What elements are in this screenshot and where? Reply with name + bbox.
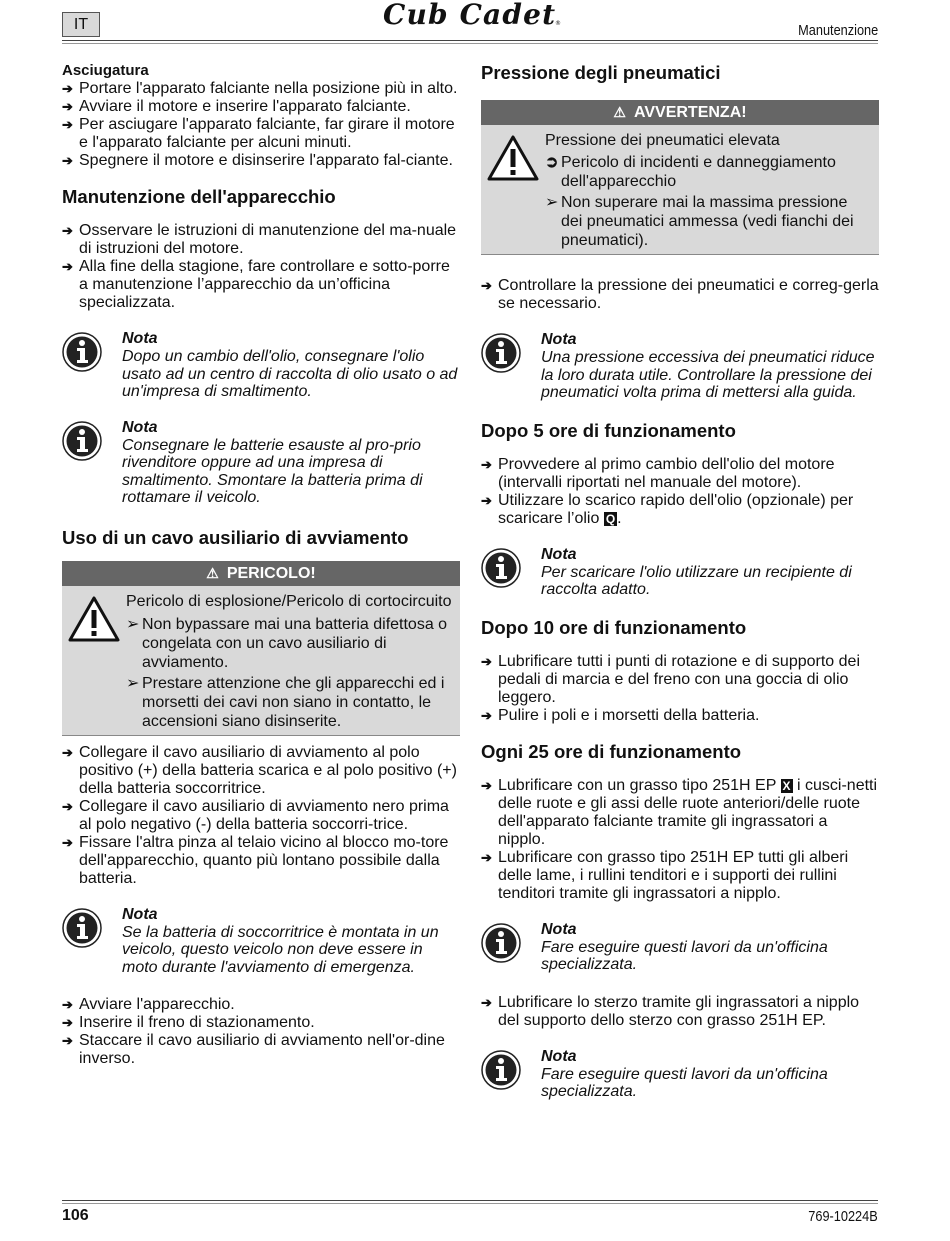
note-box [481, 331, 879, 402]
note-box [62, 906, 460, 977]
warning-triangle-icon: ⚠ [206, 564, 219, 581]
list-item: ➔ Per asciugare l'apparato falciante, far girare il motore e l'apparato falciante per alcuni minuti. [62, 116, 455, 151]
arrow-icon: ➔ [62, 997, 73, 1012]
section-header: Manutenzione [797, 22, 878, 39]
info-icon [62, 332, 102, 372]
manutenzione-title: Manutenzione dell'apparecchio [62, 186, 336, 207]
list-item: ➔ Lubrificare con grasso tipo 251H EP tutti gli alberi delle lame, i rullini tenditori e i supporti dei rullini tenditori tramite gli ingrassatori a nipplo. [481, 848, 849, 902]
arrow-icon: ➔ [62, 798, 73, 814]
list-item: ➔ Lubrificare tutti i punti di rotazione e di supporto dei pedali di marcia e del freno con una goccia di olio leggero. [481, 652, 860, 706]
language-badge: IT [62, 12, 100, 37]
key-q-badge: Q [605, 511, 616, 526]
warning-lead: Pressione dei pneumatici elevata [545, 132, 780, 149]
list-item: ➔ Alla fine della stagione, fare controllare e sotto-porre a manutenzione l’apparecchio da un’officina specializzata. [62, 258, 450, 311]
list-item: ➔ Fissare l'altra pinza al telaio vicino al blocco mo-tore dell'apparecchio, quanto più lontano possibile dalla batteria. [62, 833, 449, 887]
cub-cadet-logo [383, 0, 563, 30]
arrow-icon: ➔ [62, 259, 73, 274]
note-title: Nota [541, 1047, 577, 1065]
footer-rule [62, 1200, 878, 1201]
arrow-icon: ➔ [62, 81, 73, 96]
warning-item: ➢ Non superare mai la massima pressione dei pneumatici ammessa (vedi fianchi dei pneumatici). [545, 194, 854, 249]
warning-bar [481, 100, 879, 125]
list-item: ➔ Controllare la pressione dei pneumatici e correg-gerla se necessario. [481, 277, 879, 312]
warning-box [481, 100, 879, 255]
list-item: ➔ Lubrificare con un grasso tipo 251H EP X i cusci-netti delle ruote e gli assi delle ruote anteriori/delle ruote dell'apparato falciante tramite gli ingrassatori a nipplo. [481, 776, 878, 848]
arrow-icon: ➔ [481, 492, 492, 508]
note-body: Dopo un cambio dell'olio, consegnare l'olio usato ad un centro di raccolta di olio usato o ad un'impresa di smaltimento. [122, 348, 458, 400]
footer-rule-thin [62, 1203, 878, 1204]
key-x-badge: X [782, 778, 791, 793]
arrow-icon: ➔ [62, 1015, 73, 1030]
arrow-icon: ➔ [481, 994, 492, 1010]
danger-box [62, 561, 460, 736]
arrow-icon: ➔ [62, 99, 73, 114]
note-body: Per scaricare l'olio utilizzare un recipiente di raccolta adatto. [541, 563, 852, 598]
info-icon [62, 421, 102, 461]
note-box [62, 330, 460, 401]
note-box [481, 546, 879, 599]
note-body: Se la batteria di soccorritrice è montata in un veicolo, questo veicolo non deve essere in moto durante l'avviamento di emergenza. [122, 923, 439, 976]
arrow-icon: ➔ [481, 849, 492, 865]
warning-triangle-icon: ⚠ [613, 104, 626, 120]
note-body: Consegnare le batterie esauste al pro-prio rivenditore oppure ad una impresa di smaltimento. Smontare la batteria prima di rottamare il veicolo. [122, 436, 423, 506]
list-item: ➔ Avviare il motore e inserire l'apparato falciante. [62, 98, 411, 115]
list-item: ➔ Inserire il freno di stazionamento. [62, 1014, 315, 1031]
svg-text:®: ® [555, 20, 561, 27]
warning-large-icon [68, 596, 120, 642]
info-icon [481, 548, 521, 588]
brand-text: Cub Cadet [383, 0, 555, 30]
info-icon [481, 333, 521, 373]
note-body: Fare eseguire questi lavori da un'officina specializzata. [541, 1065, 828, 1100]
danger-item: ➢ Non bypassare mai una batteria difettosa o congelata con un cavo ausiliario di avviamento. [126, 615, 448, 671]
info-icon [62, 908, 102, 948]
consequence-arrow-icon: ➲ [545, 154, 559, 171]
arrow-icon: ➔ [62, 153, 73, 168]
ore5-title: Dopo 5 ore di funzionamento [481, 419, 736, 441]
note-title: Nota [541, 331, 577, 348]
danger-lead: Pericolo di esplosione/Pericolo di cortocircuito [126, 592, 452, 610]
header-rule [62, 40, 878, 41]
arrow-icon: ➔ [481, 278, 492, 293]
right-column [481, 62, 879, 1101]
note-title: Nota [122, 905, 158, 923]
info-icon [481, 1050, 521, 1090]
list-item: ➔ Spegnere il motore e disinserire l'apparato fal-ciante. [62, 152, 453, 169]
document-number: 769-10224B [808, 1208, 878, 1225]
note-box [481, 1048, 879, 1101]
cavo-title: Uso di un cavo ausiliario di avviamento [62, 526, 409, 548]
list-item: ➔ Avviare l'apparecchio. [62, 996, 235, 1013]
arrow-icon: ➔ [481, 456, 492, 472]
list-item: ➔ Osservare le istruzioni di manutenzione del ma-nuale di istruzioni del motore. [62, 222, 457, 257]
arrow-icon: ➔ [62, 744, 73, 760]
chevron-right-icon: ➢ [545, 194, 559, 211]
list-item: ➔ Collegare il cavo ausiliario di avviamento al polo positivo (+) della batteria scarica e al polo positivo (+) della batteria soccorritrice. [62, 743, 457, 797]
warning-large-icon [487, 135, 539, 181]
list-item: ➔ Lubrificare lo sterzo tramite gli ingrassatori a nipplo del supporto dello sterzo con grasso 251H EP. [481, 993, 860, 1029]
arrow-icon: ➔ [481, 707, 492, 723]
arrow-icon: ➔ [62, 1033, 73, 1048]
list-item: ➔ Staccare il cavo ausiliario di avviamento nell'or-dine inverso. [62, 1032, 445, 1067]
chevron-right-icon: ➢ [126, 615, 140, 633]
note-box [62, 419, 460, 507]
note-body: Una pressione eccessiva dei pneumatici riduce la loro durata utile. Controllare la pressione dei pneumatici volta prima di mettersi alla guida. [541, 349, 875, 401]
ore25-title: Ogni 25 ore di funzionamento [481, 740, 742, 762]
arrow-icon: ➔ [62, 117, 73, 132]
arrow-icon: ➔ [481, 653, 492, 669]
header-rule-thin [62, 43, 878, 44]
warning-consequence: ➲ Pericolo di incidenti e danneggiamento dell'apparecchio [545, 154, 836, 190]
asciugatura-title: Asciugatura [62, 62, 149, 79]
note-title: Nota [541, 545, 577, 563]
arrow-icon: ➔ [62, 834, 73, 850]
left-column [62, 62, 460, 1068]
danger-bar [62, 561, 460, 586]
list-item: ➔ Pulire i poli e i morsetti della batteria. [481, 706, 760, 724]
pressione-title: Pressione degli pneumatici [481, 62, 721, 83]
danger-item: ➢ Prestare attenzione che gli apparecchi ed i morsetti dei cavi non siano in contatto, le accensioni siano disinserite. [126, 674, 445, 730]
note-body: Fare eseguire questi lavori da un'officina specializzata. [541, 938, 828, 973]
note-box [481, 921, 879, 974]
list-item: ➔ Collegare il cavo ausiliario di avviamento nero prima al polo negativo (-) della batteria soccorri-trice. [62, 797, 449, 833]
list-item: ➔ Utilizzare lo scarico rapido dell'olio (opzionale) per scaricare l’olio Q . [481, 491, 854, 527]
page-number: 106 [62, 1207, 89, 1224]
list-item: ➔ Portare l'apparato falciante nella posizione più in alto. [62, 80, 458, 97]
ore10-title: Dopo 10 ore di funzionamento [481, 616, 747, 638]
info-icon [481, 923, 521, 963]
warning-label: AVVERTENZA! [633, 104, 747, 121]
note-title: Nota [541, 920, 577, 938]
arrow-icon: ➔ [481, 777, 492, 793]
arrow-icon: ➔ [62, 223, 73, 238]
danger-label: PERICOLO! [226, 564, 316, 582]
chevron-right-icon: ➢ [126, 674, 140, 692]
note-title: Nota [122, 330, 158, 347]
list-item: ➔ Provvedere al primo cambio dell'olio del motore (intervalli riportati nel manuale del motore). [481, 455, 835, 491]
note-title: Nota [122, 418, 158, 436]
